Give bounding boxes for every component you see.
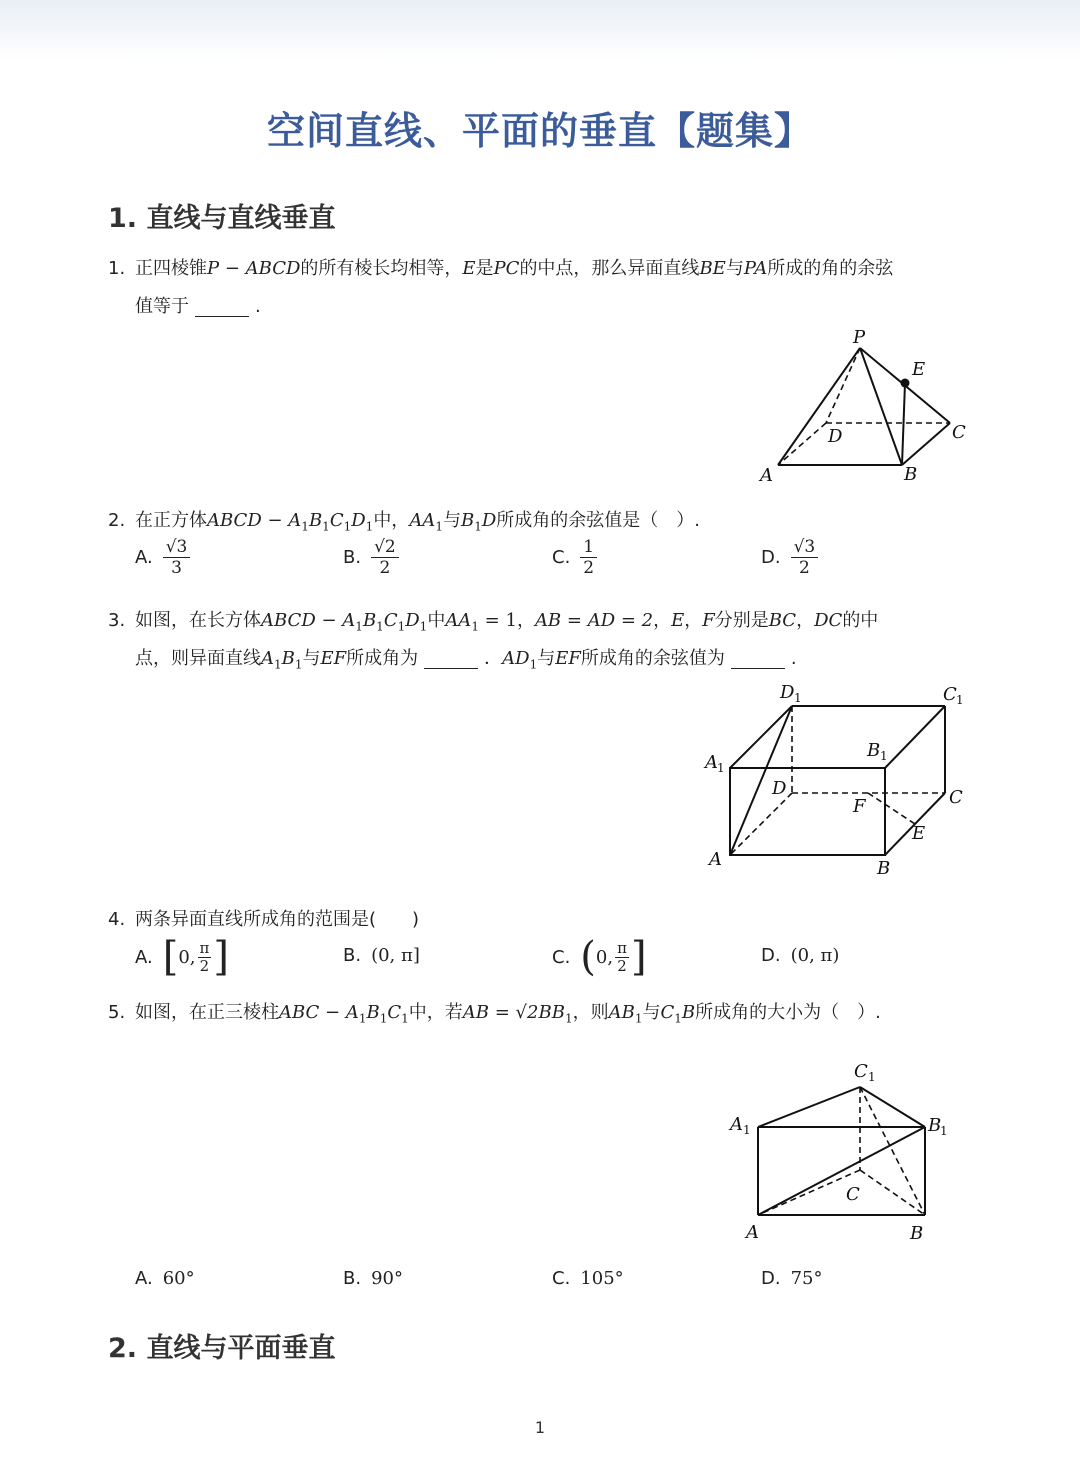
subscript: 1 bbox=[880, 749, 888, 763]
numerator: √3 bbox=[791, 537, 819, 558]
figure-prism bbox=[720, 1050, 970, 1250]
option-fraction bbox=[371, 537, 399, 578]
question-3-line2: 点，则异面直线$A_1B_1$与EF所成角为 ．$AD_1$与EF所成角的余弦值为 . bbox=[135, 648, 797, 672]
option-interval: (0, π] bbox=[371, 945, 420, 966]
q2-text: 所成角的余弦值是（ ）. bbox=[496, 510, 700, 531]
label-c: C bbox=[846, 1184, 860, 1205]
label-p: P bbox=[853, 327, 866, 348]
numerator: √2 bbox=[371, 537, 399, 558]
option-interval bbox=[580, 934, 647, 980]
q3-text: 所成角的余弦值为 bbox=[580, 648, 725, 669]
q3-text: ， bbox=[684, 610, 703, 631]
option-letter: D. bbox=[761, 945, 781, 966]
option-fraction bbox=[791, 537, 819, 578]
numerator: π bbox=[199, 938, 210, 957]
point-e-marker bbox=[901, 379, 910, 388]
question-number: 1. bbox=[108, 258, 126, 279]
option-letter: A. bbox=[135, 1268, 153, 1289]
question-number: 5. bbox=[108, 1002, 126, 1023]
denominator: 3 bbox=[171, 558, 182, 578]
label-e: E bbox=[912, 359, 926, 380]
option-letter: B. bbox=[343, 1268, 362, 1289]
q1-text: 的中点，那么异面直线 bbox=[519, 258, 700, 279]
label-a1: A bbox=[730, 1114, 743, 1135]
label-a: A bbox=[746, 1222, 759, 1243]
interval-start: 0, bbox=[595, 946, 614, 968]
q4-option-c[interactable] bbox=[552, 934, 647, 980]
label-b: B bbox=[904, 464, 918, 485]
q1-text: 与 bbox=[725, 258, 744, 279]
figure-cuboid bbox=[695, 678, 985, 883]
question-number: 2. bbox=[108, 510, 126, 531]
bracket: [ bbox=[162, 934, 179, 980]
q4-option-a[interactable] bbox=[135, 934, 229, 980]
q3-text: 所成角为 bbox=[346, 648, 419, 669]
q1-text: 值等于 bbox=[135, 296, 189, 317]
q3-text: 与 bbox=[537, 648, 556, 669]
answer-blank[interactable] bbox=[195, 294, 249, 317]
label-c: C bbox=[952, 422, 966, 443]
q3-expr: DC bbox=[814, 610, 843, 631]
q3-text: 如图，在长方体 bbox=[135, 610, 261, 631]
option-interval bbox=[162, 934, 229, 980]
section-title-1: 1. 直线与直线垂直 bbox=[108, 203, 336, 234]
numerator: √3 bbox=[163, 537, 191, 558]
q3-text: . bbox=[790, 648, 797, 669]
q1-expr: PC bbox=[493, 258, 520, 279]
page-number: 1 bbox=[534, 1418, 546, 1437]
answer-blank[interactable] bbox=[424, 646, 478, 669]
q5-option-c[interactable] bbox=[552, 1268, 624, 1289]
q3-expr: AB = AD = 2 bbox=[534, 610, 654, 631]
label-a: A bbox=[709, 849, 722, 870]
q2-option-a[interactable] bbox=[135, 537, 190, 578]
numerator: π bbox=[617, 938, 627, 957]
denominator: 2 bbox=[379, 558, 391, 578]
question-5: 5. 如图，在正三棱柱ABC − $A_1B_1C_1$中，若AB = $√2BB_1$，则$AB_1$与$C_1B$所成角的大小为（ ）. bbox=[108, 994, 881, 1038]
label-f: F bbox=[853, 796, 866, 817]
label-c1: C bbox=[943, 684, 957, 705]
q4-text: 两条异面直线所成角的范围是( ) bbox=[135, 909, 420, 930]
subscript: 1 bbox=[956, 693, 964, 707]
page-title: 空间直线、平面的垂直【题集】 bbox=[266, 109, 813, 153]
q2-expr: ABCD − A bbox=[207, 510, 302, 531]
answer-blank[interactable] bbox=[731, 646, 785, 669]
label-b1: B bbox=[928, 1115, 942, 1136]
q3-text: 中 bbox=[427, 610, 446, 631]
label-c: C bbox=[949, 787, 963, 808]
option-interval: (0, π) bbox=[790, 945, 840, 966]
subscript: 1 bbox=[940, 1124, 948, 1138]
q3-expr: EF bbox=[320, 648, 347, 669]
option-letter: A. bbox=[135, 547, 153, 568]
q1-text: . bbox=[255, 296, 261, 317]
q3-text: 点，则异面直线 bbox=[135, 648, 261, 669]
option-value: 75° bbox=[790, 1268, 823, 1289]
q1-expr: P − ABCD bbox=[207, 258, 301, 279]
denominator: 2 bbox=[799, 558, 810, 578]
q2-option-c[interactable] bbox=[552, 537, 597, 578]
subscript: 1 bbox=[794, 691, 802, 705]
fraction bbox=[198, 940, 212, 975]
q5-text: 如图，在正三棱柱 bbox=[135, 1002, 279, 1023]
subscript: 1 bbox=[868, 1070, 876, 1084]
q5-text: 所成角的大小为（ ）. bbox=[695, 1002, 881, 1023]
figure-pyramid bbox=[740, 320, 980, 490]
q4-option-d[interactable] bbox=[761, 945, 839, 966]
subscript: 1 bbox=[743, 1123, 751, 1137]
denominator: 2 bbox=[617, 956, 627, 975]
option-fraction bbox=[163, 537, 191, 578]
numerator: 1 bbox=[580, 537, 597, 558]
question-1-line2 bbox=[135, 288, 261, 326]
q2-text: 与 bbox=[442, 510, 461, 531]
option-fraction bbox=[580, 537, 597, 578]
label-a: A bbox=[760, 465, 773, 486]
q1-expr: PA bbox=[743, 258, 768, 279]
label-d1: D bbox=[780, 682, 795, 703]
option-letter: D. bbox=[761, 1268, 781, 1289]
q3-expr: BC bbox=[768, 610, 797, 631]
question-1 bbox=[108, 250, 893, 288]
q5-text: 与 bbox=[642, 1002, 661, 1023]
q1-expr: BE bbox=[699, 258, 726, 279]
q4-option-b[interactable] bbox=[343, 945, 420, 966]
option-letter: D. bbox=[761, 547, 781, 568]
section-title-2: 2. 直线与平面垂直 bbox=[108, 1333, 336, 1364]
q2-text: 在正方体 bbox=[135, 510, 207, 531]
q3-text: ， bbox=[516, 610, 535, 631]
question-3: 3. 如图，在长方体ABCD − $A_1B_1C_1D_1$中$AA_1 = 1$，AB = AD = 2，E，F分别是BC，DC的中 bbox=[108, 602, 878, 646]
q2-option-b[interactable] bbox=[343, 537, 399, 578]
q2-option-d[interactable] bbox=[761, 537, 818, 578]
bracket: ( bbox=[580, 934, 596, 980]
header-band bbox=[0, 0, 1080, 60]
q5-text: 中，若 bbox=[408, 1002, 463, 1023]
label-d: D bbox=[772, 778, 787, 799]
question-number: 3. bbox=[108, 610, 126, 631]
question-4 bbox=[108, 901, 419, 939]
label-d: D bbox=[828, 426, 843, 447]
option-letter: C. bbox=[552, 547, 571, 568]
q3-text: ， bbox=[653, 610, 672, 631]
label-c1: C bbox=[854, 1061, 868, 1082]
question-2: 2. 在正方体ABCD − $A_1B_1C_1D_1$中，$AA_1$与$B_1D$所成角的余弦值是（ ）. bbox=[108, 502, 700, 546]
question-number: 4. bbox=[108, 909, 126, 930]
label-b1: B bbox=[867, 740, 881, 761]
q3-text: 的中 bbox=[842, 610, 879, 631]
q1-text: 是 bbox=[475, 258, 494, 279]
option-letter: B. bbox=[343, 547, 362, 568]
option-letter: B. bbox=[343, 945, 362, 966]
interval-start: 0, bbox=[178, 946, 196, 968]
label-b: B bbox=[910, 1223, 924, 1244]
q1-expr: E bbox=[462, 258, 476, 279]
q3-text: 分别是 bbox=[714, 610, 769, 631]
q5-expr: ABC − A bbox=[279, 1002, 359, 1023]
q3-expr: E bbox=[671, 610, 685, 631]
bracket: ] bbox=[630, 934, 647, 980]
option-letter: C. bbox=[552, 946, 571, 968]
q3-text: ， bbox=[796, 610, 815, 631]
fraction bbox=[615, 940, 629, 975]
label-e: E bbox=[912, 823, 926, 844]
q5-option-d[interactable] bbox=[761, 1268, 823, 1289]
denominator: 2 bbox=[583, 558, 595, 578]
label-b: B bbox=[877, 858, 891, 879]
q3-text: 与 bbox=[302, 648, 321, 669]
q1-text: 正四棱锥 bbox=[135, 258, 207, 279]
label-a1: A bbox=[705, 752, 718, 773]
q5-option-b[interactable] bbox=[343, 1268, 403, 1289]
bracket: ] bbox=[213, 934, 229, 980]
option-letter: C. bbox=[552, 1268, 571, 1289]
denominator: 2 bbox=[199, 956, 210, 975]
option-value: 60° bbox=[162, 1268, 195, 1289]
option-value: 90° bbox=[371, 1268, 403, 1289]
option-value: 105° bbox=[580, 1268, 624, 1289]
q5-expr: AB = √2BB bbox=[462, 1002, 565, 1023]
q2-text: 中， bbox=[373, 510, 410, 531]
q3-expr: F bbox=[702, 610, 715, 631]
q5-option-a[interactable] bbox=[135, 1268, 195, 1289]
option-letter: A. bbox=[135, 946, 153, 968]
q3-text: ． bbox=[484, 648, 503, 669]
q5-text: ，则 bbox=[572, 1002, 609, 1023]
q1-text: 所成的角的余弦 bbox=[767, 258, 894, 279]
q1-text: 的所有棱长均相等， bbox=[300, 258, 463, 279]
subscript: 1 bbox=[717, 761, 725, 775]
